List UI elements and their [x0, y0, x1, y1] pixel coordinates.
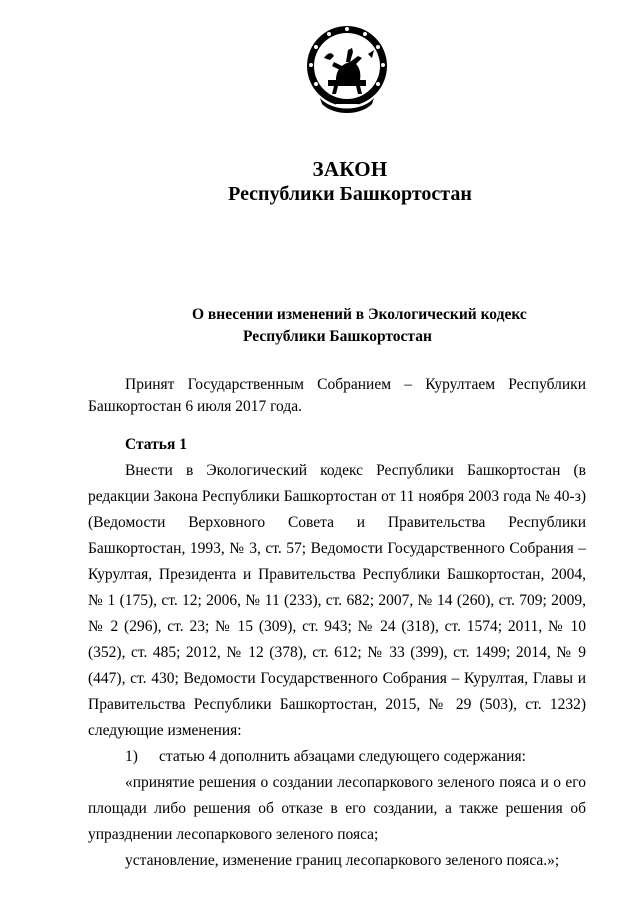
quoted-paragraph: «принятие решения о создании лесопаркового зеленого пояса и о его площади либо решения об отказе в его создании, а также решения об упразднении лесопаркового зеленого пояса; — [88, 774, 586, 843]
coat-of-arms-icon — [306, 22, 388, 120]
article-intro-paragraph: Внести в Экологический кодекс Республики Башкортостан (в редакции Закона Республики Башкортостан от 11 ноября 2003 года № 40-з) (Ведомости Верховного Совета и Правительства Республики Башкортостан, 1993, № 3, ст. 57; Ведомости Государственного Собрания – Курултая, Президента и Правительства Республики Башкортостан, 2004, № 1 (175), ст. 12; 2006, № 11 (233), ст. 682; 2007, № 14 (260), ст. 709; 2009, № 2 (296), ст. 23; № 15 (309), ст. 943; № 24 (318), ст. 1574; 2011, № 10 (352), ст. 485; 2012, № 12 (378), ст. 612; № 33 (399), ст. 1499; 2014, № 9 (447), ст. 430; Ведомости Государственного Собрания – Курултая, Главы и Правительства Республики Башкортостан, 2015, № 29 (503), ст. 1232) следующие изменения: — [88, 462, 586, 739]
list-item-text: статью 4 дополнить абзацами следующего содержания: — [159, 748, 526, 765]
law-title: ЗАКОН — [312, 157, 388, 181]
adoption-statement: Принят Государственным Собранием – Курултаем Республики Башкортостан 6 июля 2017 года. — [88, 376, 586, 415]
list-item-number: 1) — [125, 748, 138, 765]
article-body — [88, 458, 586, 874]
law-title-republic: Республики Башкортостан — [228, 183, 472, 205]
law-subtitle-line2: Республики Башкортостан — [243, 328, 432, 345]
article-heading: Статья 1 — [125, 436, 187, 453]
law-subtitle-line1: О внесении изменений в Экологический кодекс — [192, 306, 527, 323]
quoted-paragraph: установление, изменение границ лесопаркового зеленого пояса.»; — [125, 852, 560, 869]
list-item — [88, 744, 586, 770]
